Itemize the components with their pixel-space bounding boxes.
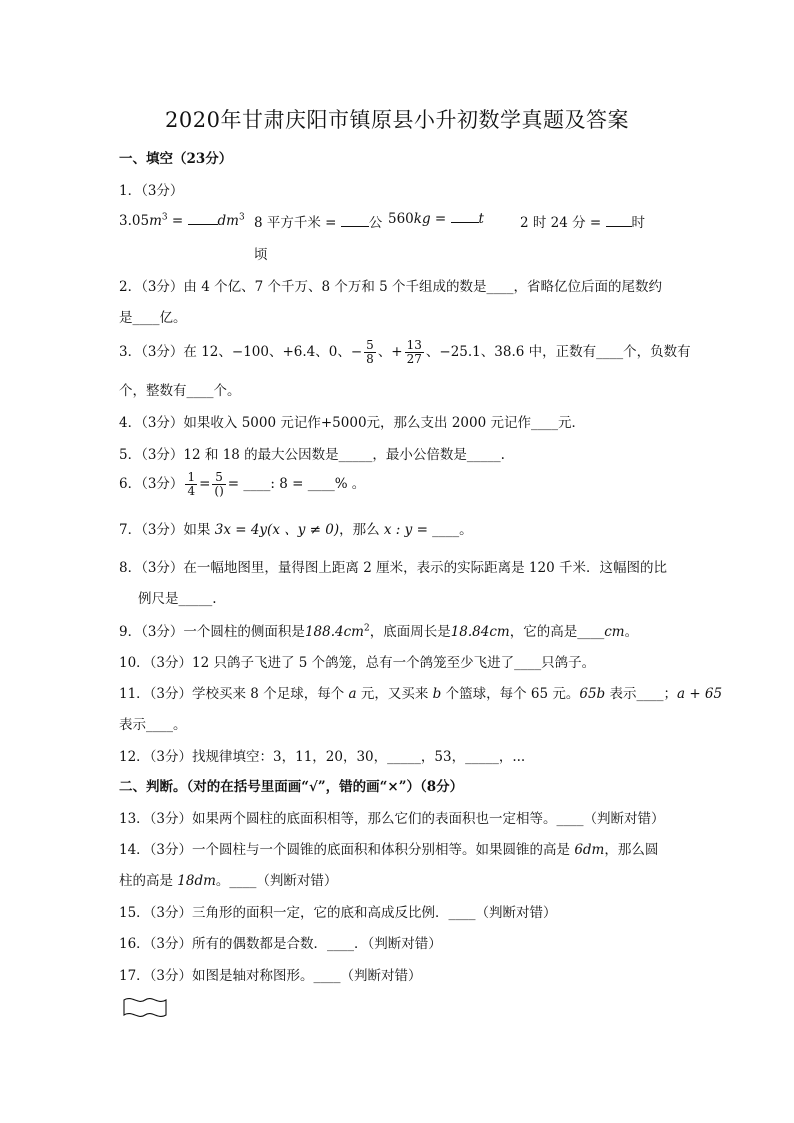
- q3-line1: [119, 337, 691, 367]
- q9-mid: ，底面周长是: [369, 624, 451, 640]
- q1-d-blank[interactable]: [606, 213, 632, 227]
- q1-label: 1．（3分）: [119, 183, 184, 199]
- q1-c-equals: =: [430, 211, 451, 227]
- q1-a-blank[interactable]: [188, 211, 218, 225]
- q6-fraction-2: [212, 471, 225, 498]
- q14-line1-post: ，那么圆: [604, 842, 659, 858]
- q13-text: 13．（3分）如果两个圆柱的底面积相等，那么它们的表面积也一定相等。____（判断对错）: [119, 811, 665, 827]
- q1-item-mass: [388, 209, 484, 227]
- q16-text: 16．（3分）所有的偶数都是合数．____．（判断对错）: [119, 936, 442, 952]
- q11-var-a: a: [348, 686, 357, 702]
- q3-fraction-1: [364, 339, 376, 366]
- q7-line: [119, 518, 473, 538]
- q3-f1-num: 5: [366, 338, 374, 352]
- q7-ratio: x : y: [383, 522, 413, 538]
- q1-item-volume: [119, 211, 245, 229]
- q2-line2: 是____亿。: [119, 310, 187, 326]
- q11-pre: 11．（3分）学校买来 8 个足球，每个: [119, 686, 349, 702]
- q1-c-blank[interactable]: [451, 209, 479, 223]
- q1-item-time: [520, 211, 645, 231]
- q1-d-text: 2 时 24 分 =: [520, 215, 606, 231]
- q6-f2-den: (): [214, 484, 224, 498]
- q1-b-wrap: 顷: [254, 247, 268, 263]
- q9-circ-unit: cm: [489, 624, 510, 640]
- q5-text: 5．（3分）12 和 18 的最大公因数是_____，最小公倍数是_____.: [119, 447, 505, 463]
- q3-f2-den: 27: [406, 352, 422, 366]
- q1-item-area: [254, 211, 382, 231]
- q1-c-value: 560: [388, 211, 414, 227]
- q9-circ-value: 18.84: [450, 624, 490, 640]
- q14-line1-pre: 14．（3分）一个圆柱与一个圆锥的底面积和体积分别相等。如果圆锥的高是: [119, 842, 575, 858]
- q14-line2-post: 。____（判断对错）: [215, 873, 338, 889]
- q17-wavy-flag-figure: [122, 995, 168, 1019]
- q6-fraction-1: [185, 471, 197, 498]
- q9-line: [119, 620, 638, 640]
- q10-text: 10．（3分）12 只鸽子飞进了 5 个鸽笼，总有一个鸽笼至少飞进了____只鸽子。: [119, 655, 596, 671]
- q9-area-exponent: 2: [363, 623, 370, 634]
- q6-f1-den: 4: [187, 484, 196, 498]
- q11-expr-1: 65b: [579, 686, 606, 702]
- q14-line1: [119, 838, 658, 858]
- q3-f2-num: 13: [406, 338, 422, 352]
- q3-line2: 个，整数有____个。: [119, 383, 241, 399]
- q3-post: 、−25.1、38.6 中，正数有____个，负数有: [425, 344, 691, 360]
- q15-text: 15．（3分）三角形的面积一定，它的底和高成反比例．____（判断对错）: [119, 905, 557, 921]
- wavy-flag-outline: [124, 999, 166, 1017]
- q9-height-unit: cm: [604, 624, 625, 640]
- q6-f2-num: 5: [212, 471, 225, 485]
- q3-f1-den: 8: [366, 352, 374, 366]
- q1-b-blank[interactable]: [341, 213, 369, 227]
- q7-post: = ____。: [412, 522, 473, 538]
- q11-line1: [119, 682, 722, 702]
- q14-cone-height: 6dm: [574, 842, 605, 858]
- q11-mid3: 表示____；: [605, 686, 677, 702]
- q1-a-exponent: 3: [161, 212, 168, 223]
- q11-expr-2: a + 65: [676, 686, 723, 702]
- q1-a-target-exponent: 3: [238, 212, 245, 223]
- q11-mid2: 个篮球，每个 65 元。: [441, 686, 580, 702]
- q6-f1-num: 1: [187, 470, 196, 484]
- q1-b-unit: 公: [368, 215, 383, 231]
- q14-line2-pre: 柱的高是: [119, 873, 178, 889]
- q2-line1: 2．（3分）由 4 个亿、7 个千万、8 个万和 5 个千组成的数是____，省略亿位后面的尾数约: [119, 279, 663, 295]
- q1-a-value: 3.05: [119, 213, 150, 229]
- q1-c-unit: kg: [413, 211, 431, 227]
- q11-mid1: 元，又买来: [356, 686, 433, 702]
- q6-label: 6．（3分）: [119, 476, 184, 492]
- q8-line1: 8．（3分）在一幅地图里，量得图上距离 2 厘米，表示的实际距离是 120 千米．这幅图的比: [119, 560, 667, 576]
- q6-equals: =: [199, 476, 211, 492]
- q1-c-target-unit: t: [478, 211, 484, 227]
- q8-line2: 例尺是_____.: [138, 591, 217, 607]
- q9-area-unit: cm: [343, 624, 364, 640]
- q3-pre: 3．（3分）在 12、−100、+6.4、0、−: [119, 344, 363, 360]
- q1-a-target-unit: dm: [217, 213, 239, 229]
- q1-a-unit: m: [149, 213, 162, 229]
- q3-mid: 、+: [377, 344, 403, 360]
- q9-pre: 9．（3分）一个圆柱的侧面积是: [119, 624, 305, 640]
- q17-text: 17．（3分）如图是轴对称图形。____（判断对错）: [119, 968, 422, 984]
- q7-mid: ，那么: [339, 522, 384, 538]
- q7-pre: 7．（3分）如果: [119, 522, 215, 538]
- document-title: 2020年甘肃庆阳市镇原县小升初数学真题及答案: [165, 108, 629, 132]
- q9-post: ，它的高是____: [509, 624, 605, 640]
- q1-a-equals: =: [167, 213, 188, 229]
- q3-fraction-2: [405, 339, 424, 366]
- q14-line2: [119, 869, 337, 889]
- q9-area-value: 188.4: [304, 624, 344, 640]
- q4-text: 4．（3分）如果收入 5000 元记作+5000元，那么支出 2000 元记作____元．: [119, 415, 585, 431]
- q1-b-text: 8 平方千米 =: [254, 215, 341, 231]
- q11-line2: 表示____。: [119, 717, 187, 733]
- q7-expression: 3x = 4y(x 、y ≠ 0): [214, 522, 340, 538]
- q11-var-b: b: [432, 686, 442, 702]
- section-2-heading: 二、判断。（对的在括号里面画“√”，错的画“×”）（8分）: [119, 779, 464, 795]
- q9-end: 。: [624, 624, 639, 640]
- q1-d-unit: 时: [631, 215, 646, 231]
- q14-cylinder-height: 18dm: [177, 873, 216, 889]
- q12-text: 12．（3分）找规律填空：3，11，20，30，_____，53，_____，...: [119, 749, 526, 765]
- q6-line: [119, 469, 365, 499]
- q6-post: = ____: 8 = ____% 。: [227, 476, 366, 492]
- section-1-heading: 一、填空（23分）: [119, 151, 233, 167]
